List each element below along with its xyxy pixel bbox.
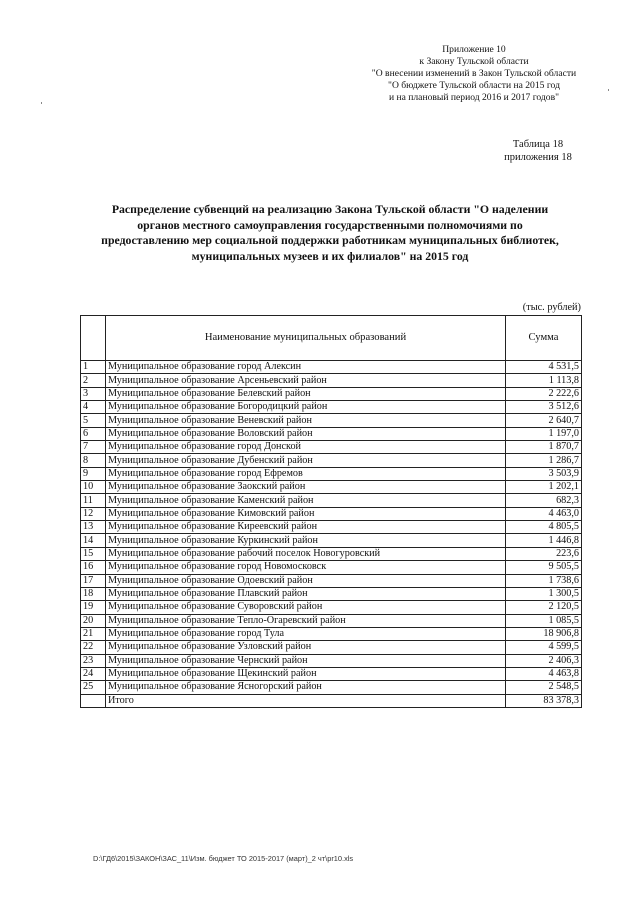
row-sum-cell: 3 503,9 xyxy=(506,467,582,480)
row-sum-cell: 1 286,7 xyxy=(506,454,582,467)
table-reference xyxy=(498,138,578,164)
row-number-cell: 7 xyxy=(81,441,106,454)
row-sum-cell: 1 202,1 xyxy=(506,481,582,494)
scan-speck xyxy=(41,102,42,104)
file-path-footer: D:\ГД6\2015\ЗАКОН\ЗАС_11\Изм. бюджет ТО 2015-2017 (март)_2 чт\pr10.xls xyxy=(93,854,354,863)
table-row xyxy=(81,534,582,547)
row-name-cell: Муниципальное образование Одоевский район xyxy=(106,574,506,587)
row-sum-cell: 2 406,3 xyxy=(506,654,582,667)
row-name-cell: Муниципальное образование Узловский район xyxy=(106,641,506,654)
row-name-cell: Муниципальное образование город Ефремов xyxy=(106,467,506,480)
row-sum-cell: 4 463,0 xyxy=(506,507,582,520)
row-number-cell: 1 xyxy=(81,361,106,374)
row-number-cell: 15 xyxy=(81,547,106,560)
row-sum-cell: 4 599,5 xyxy=(506,641,582,654)
row-number-cell: 4 xyxy=(81,401,106,414)
table-header-row xyxy=(81,316,582,361)
scan-speck xyxy=(608,89,609,91)
table-total-row xyxy=(81,694,582,707)
row-sum-cell: 3 512,6 xyxy=(506,401,582,414)
row-sum-cell: 1 300,5 xyxy=(506,587,582,600)
row-name-cell: Муниципальное образование Каменский район xyxy=(106,494,506,507)
table-row xyxy=(81,547,582,560)
appendix-header xyxy=(368,44,580,104)
row-number-cell: 5 xyxy=(81,414,106,427)
row-number-cell: 10 xyxy=(81,481,106,494)
table-row xyxy=(81,627,582,640)
title-line: органов местного самоуправления государственными полномочиями по xyxy=(137,217,523,232)
table-row xyxy=(81,574,582,587)
row-sum-cell: 682,3 xyxy=(506,494,582,507)
table-row xyxy=(81,454,582,467)
table-row xyxy=(81,654,582,667)
table-row xyxy=(81,561,582,574)
row-number-cell: 13 xyxy=(81,521,106,534)
row-sum-cell: 2 640,7 xyxy=(506,414,582,427)
row-sum-cell: 2 120,5 xyxy=(506,601,582,614)
row-sum-cell: 1 085,5 xyxy=(506,614,582,627)
row-sum-cell: 4 463,8 xyxy=(506,667,582,680)
row-sum-cell: 9 505,5 xyxy=(506,561,582,574)
row-number-cell: 12 xyxy=(81,507,106,520)
table-row xyxy=(81,441,582,454)
header-number-cell xyxy=(81,316,106,361)
table-row xyxy=(81,467,582,480)
row-sum-cell: 2 548,5 xyxy=(506,681,582,694)
row-name-cell: Муниципальное образование Ясногорский район xyxy=(106,681,506,694)
appendix-line: к Закону Тульской области xyxy=(419,56,529,67)
row-name-cell: Муниципальное образование Заокский район xyxy=(106,481,506,494)
row-sum-cell: 1 446,8 xyxy=(506,534,582,547)
row-number-cell: 17 xyxy=(81,574,106,587)
row-number-cell: 19 xyxy=(81,601,106,614)
row-name-cell: Муниципальное образование Богородицкий район xyxy=(106,401,506,414)
appendix-line: Приложение 10 xyxy=(442,44,506,55)
row-number-cell: 24 xyxy=(81,667,106,680)
row-sum-cell: 4 805,5 xyxy=(506,521,582,534)
appendix-line: "О бюджете Тульской области на 2015 год xyxy=(388,80,560,91)
row-number-cell: 2 xyxy=(81,374,106,387)
row-name-cell: Муниципальное образование Куркинский район xyxy=(106,534,506,547)
table-row xyxy=(81,641,582,654)
row-number-cell: 23 xyxy=(81,654,106,667)
table-row xyxy=(81,681,582,694)
table-reference-line1: Таблица 18 xyxy=(512,139,564,150)
table-reference-line2: приложения 18 xyxy=(504,152,572,163)
row-name-cell: Муниципальное образование Воловский район xyxy=(106,427,506,440)
row-name-cell: Муниципальное образование Суворовский район xyxy=(106,601,506,614)
row-number-cell: 11 xyxy=(81,494,106,507)
title-line: муниципальных музеев и их филиалов" на 2015 год xyxy=(191,248,469,263)
row-name-cell: Муниципальное образование Тепло-Огаревский район xyxy=(106,614,506,627)
row-sum-cell: 2 222,6 xyxy=(506,387,582,400)
row-number-cell: 16 xyxy=(81,561,106,574)
row-sum-cell: 223,6 xyxy=(506,547,582,560)
table-row xyxy=(81,387,582,400)
row-name-cell: Муниципальное образование Дубенский район xyxy=(106,454,506,467)
subventions-table xyxy=(80,315,582,708)
row-name-cell: Муниципальное образование Чернский район xyxy=(106,654,506,667)
row-number-cell: 14 xyxy=(81,534,106,547)
total-sum-cell: 83 378,3 xyxy=(506,694,582,707)
table-row xyxy=(81,401,582,414)
units-label: (тыс. рублей) xyxy=(522,302,581,313)
row-number-cell: 21 xyxy=(81,627,106,640)
row-number-cell: 18 xyxy=(81,587,106,600)
row-sum-cell: 4 531,5 xyxy=(506,361,582,374)
row-sum-cell: 1 197,0 xyxy=(506,427,582,440)
table-row xyxy=(81,667,582,680)
row-name-cell: Муниципальное образование Плавский район xyxy=(106,587,506,600)
table-row xyxy=(81,494,582,507)
row-sum-cell: 18 906,8 xyxy=(506,627,582,640)
row-number-cell: 20 xyxy=(81,614,106,627)
table-row xyxy=(81,361,582,374)
row-name-cell: Муниципальное образование Кимовский район xyxy=(106,507,506,520)
page-title xyxy=(60,202,600,264)
table-row xyxy=(81,614,582,627)
table-row xyxy=(81,374,582,387)
row-name-cell: Муниципальное образование город Алексин xyxy=(106,361,506,374)
row-number-cell: 6 xyxy=(81,427,106,440)
row-name-cell: Муниципальное образование рабочий поселок Новогуровский xyxy=(106,547,506,560)
row-name-cell: Муниципальное образование Киреевский район xyxy=(106,521,506,534)
row-name-cell: Муниципальное образование Щекинский район xyxy=(106,667,506,680)
row-name-cell: Муниципальное образование Арсеньевский район xyxy=(106,374,506,387)
table-row xyxy=(81,414,582,427)
header-name-cell: Наименование муниципальных образований xyxy=(106,316,506,361)
appendix-line: и на плановый период 2016 и 2017 годов" xyxy=(388,92,560,103)
appendix-line: "О внесении изменений в Закон Тульской области xyxy=(371,68,577,79)
row-sum-cell: 1 870,7 xyxy=(506,441,582,454)
row-name-cell: Муниципальное образование Белевский район xyxy=(106,387,506,400)
row-number-cell: 25 xyxy=(81,681,106,694)
table-row xyxy=(81,521,582,534)
row-name-cell: Муниципальное образование город Новомосковск xyxy=(106,561,506,574)
table-row xyxy=(81,601,582,614)
title-line: Распределение субвенций на реализацию Закона Тульской области "О наделении xyxy=(111,202,549,216)
row-sum-cell: 1 113,8 xyxy=(506,374,582,387)
row-number-cell: 8 xyxy=(81,454,106,467)
table-row xyxy=(81,587,582,600)
table-row xyxy=(81,481,582,494)
table-row xyxy=(81,427,582,440)
row-number-cell: 9 xyxy=(81,467,106,480)
row-number-cell: 22 xyxy=(81,641,106,654)
row-sum-cell: 1 738,6 xyxy=(506,574,582,587)
header-sum-cell: Сумма xyxy=(506,316,582,361)
total-label-cell: Итого xyxy=(106,694,506,707)
table-row xyxy=(81,507,582,520)
row-name-cell: Муниципальное образование город Тула xyxy=(106,627,506,640)
title-line: предоставлению мер социальной поддержки работникам муниципальных библиотек, xyxy=(101,233,559,248)
total-number-cell xyxy=(81,694,106,707)
row-name-cell: Муниципальное образование Веневский район xyxy=(106,414,506,427)
row-number-cell: 3 xyxy=(81,387,106,400)
row-name-cell: Муниципальное образование город Донской xyxy=(106,441,506,454)
